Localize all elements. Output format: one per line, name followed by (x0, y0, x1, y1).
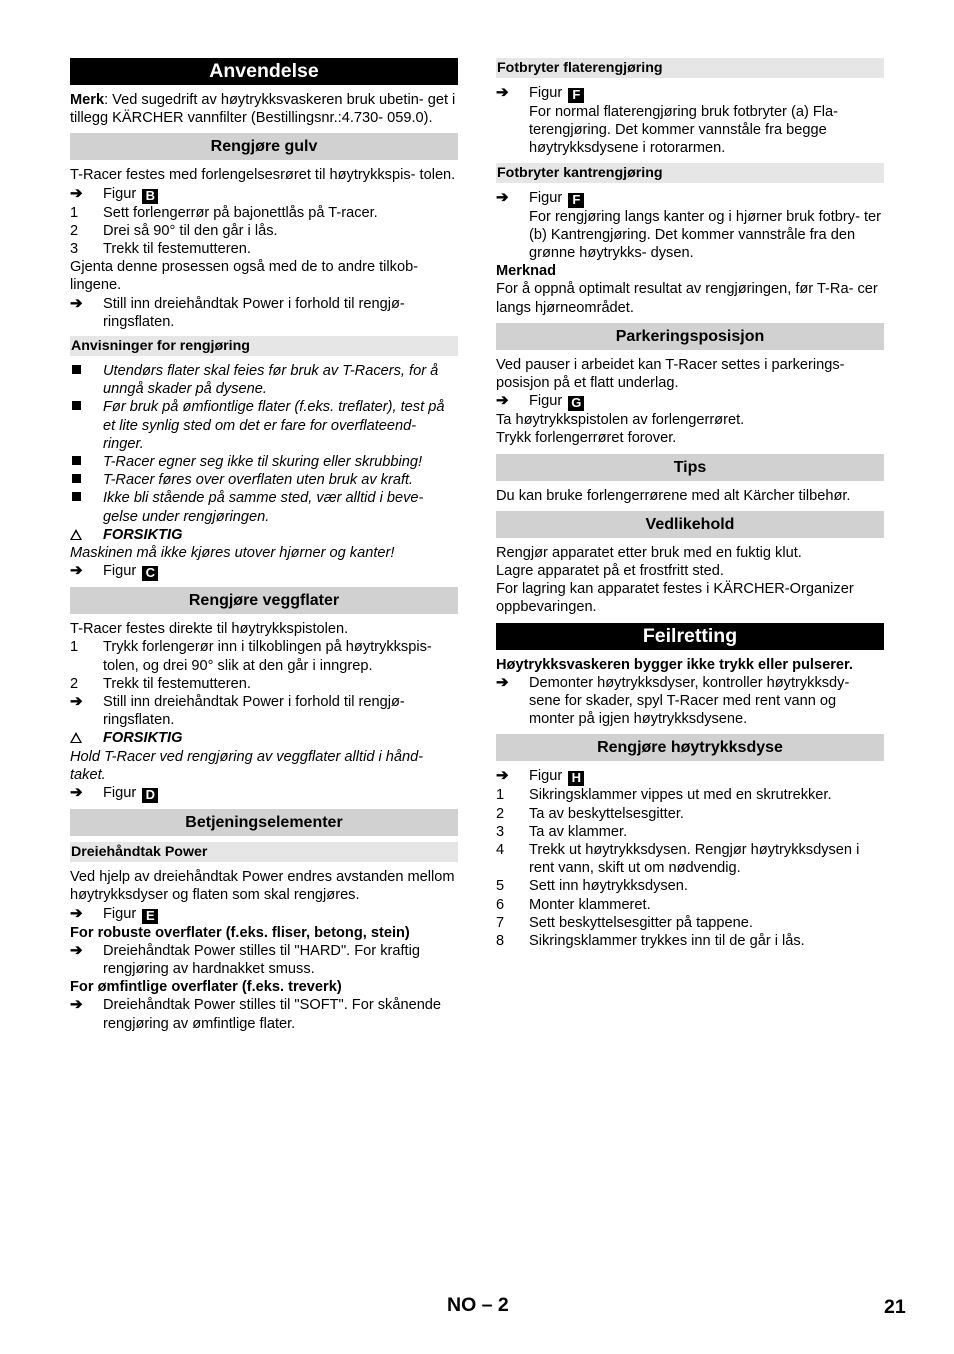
arrow-icon: ➔ (70, 784, 83, 802)
dyse-step (496, 805, 884, 823)
tips-text: Du kan bruke forlengerrørene med alt Kärcher tilbehør. (496, 487, 851, 504)
vegg-intro: T-Racer festes direkte til høytrykkspistolen. (70, 621, 349, 638)
step-number: 5 (496, 878, 505, 895)
step-text: Monter klammeret. (529, 896, 651, 913)
arrow-icon: ➔ (70, 904, 83, 922)
anvisning-item (70, 362, 458, 398)
merk-text: : Ved sugedrift av høytrykksvaskeren bruk ubetin- get i tillegg KÄRCHER vannfilter (Bestillingsnr.:4.730- 059.0). (70, 92, 456, 127)
step-text: Sikringsklammer vippes ut med en skrutrekker. (529, 787, 832, 804)
forsiktig-1-text: Maskinen må ikke kjøres utover hjørner og kanter! (70, 545, 395, 562)
merknad-text: For å oppnå optimalt resultat av rengjøringen, før T-Ra- cer langs hjørneområdet. (496, 281, 878, 316)
figure-label: Figur (529, 768, 563, 785)
heading-rengjore-veggflater: Rengjøre veggflater (70, 587, 458, 614)
vegg-step-2: 2 Trekk til festemutteren. (70, 675, 458, 693)
step-number: 1 (496, 787, 505, 804)
left-column (70, 58, 458, 1033)
merk-label: Merk (70, 92, 105, 108)
omfintlige-text: Dreiehåndtak Power stilles til "SOFT". For skånende rengjøring av ømfintlige flater. (103, 997, 442, 1032)
figure-ref-b (70, 185, 458, 204)
parkering-line-1: Ta høytrykkspistolen av forlengerrøret. (496, 412, 745, 429)
figure-letter-d: D (142, 788, 158, 803)
arrow-icon: ➔ (70, 294, 83, 312)
step-number: 2 (496, 805, 505, 822)
step-text: Drei så 90° til den går i lås. (103, 222, 278, 239)
gulv-steps-list (70, 204, 458, 259)
figure-letter-h: H (568, 771, 584, 786)
arrow-icon: ➔ (496, 84, 509, 101)
figure-letter-c: C (142, 566, 158, 581)
step-number: 8 (496, 933, 505, 950)
arrow-icon: ➔ (496, 767, 509, 785)
robuste-title: For robuste overflater (f.eks. fliser, betong, stein) (70, 924, 410, 941)
feil-text: Demonter høytrykksdyser, kontroller høytrykksdy- sene for skader, spyl T-Racer med rent vann og monter på igjen høytrykksdysene. (529, 674, 850, 728)
figure-letter-g: G (568, 396, 584, 411)
figure-ref-f-2 (496, 189, 884, 208)
robuste-item (70, 942, 458, 978)
step-number: 7 (496, 914, 505, 931)
arrow-icon: ➔ (70, 562, 83, 580)
step-number: 1 (70, 204, 79, 221)
step-text: Ta av klammer. (529, 823, 628, 840)
dyse-step (496, 877, 884, 895)
gulv-intro: T-Racer festes med forlengelsesrøret til høytrykkspis- tolen. (70, 167, 456, 184)
flate-text: For normal flaterengjøring bruk fotbryter (a) Fla- terengjøring. Det kommer vannståle fra begge høytrykksdysene i rotorarmen. (529, 104, 838, 157)
gulv-step (70, 240, 458, 258)
flate-item (496, 103, 884, 158)
figure-label: Figur (529, 189, 563, 206)
forsiktig-label: FORSIKTIG (103, 526, 183, 543)
step-text: Sett inn høytrykksdysen. (529, 878, 688, 895)
gulv-repeat: Gjenta denne prosessen også med de to andre tilkob- lingene. (70, 259, 419, 294)
figure-label: Figur (529, 85, 563, 101)
figure-ref-f-1 (496, 84, 884, 103)
dyse-step (496, 786, 884, 804)
anvisning-item (70, 398, 458, 453)
anvisning-text: Ikke bli stående på samme sted, vær alltid i beve- gelse under rengjøringen. (103, 490, 424, 525)
omfintlige-item (70, 996, 458, 1032)
figure-label: Figur (529, 393, 563, 410)
step-number: 6 (496, 896, 505, 913)
forsiktig-1 (70, 526, 458, 544)
dyse-steps-list (496, 786, 884, 950)
warning-icon (70, 526, 103, 544)
merk-paragraph (70, 91, 458, 127)
figure-ref-h (496, 767, 884, 786)
vegg-step-2-text: Trekk til festemutteren. (103, 675, 251, 692)
bullet-square-icon (70, 453, 103, 471)
heading-tips: Tips (496, 454, 884, 481)
figure-letter-f: F (568, 193, 584, 208)
step-text: Trekk ut høytrykksdysen. Rengjør høytrykksdysen i rent vann, skift ut om nødvendig. (529, 842, 860, 877)
step-number: 3 (70, 241, 79, 258)
anvisning-text: Før bruk på ømfiontlige flater (f.eks. treflater), test på et lite synlig sted om det er fare for overflateend- ringer. (103, 399, 445, 452)
figure-letter-f: F (568, 88, 584, 103)
heading-rengjore-gulv: Rengjøre gulv (70, 133, 458, 160)
figure-letter-b: B (142, 189, 158, 204)
heading-rengjore-hoytrykksdyse: Rengjøre høytrykksdyse (496, 734, 884, 761)
figure-letter-e: E (142, 909, 158, 924)
forsiktig-2 (70, 729, 458, 747)
vedlikehold-line-3: For lagring kan apparatet festes i KÄRCHER-Organizer oppbevaringen. (496, 581, 854, 616)
parkering-text: Ved pauser i arbeidet kan T-Racer settes i parkerings- posisjon på et flatt underlag. (496, 356, 845, 392)
heading-fotbryter-flate: Fotbryter flaterengjøring (496, 58, 884, 78)
parkering-line-2: Trykk forlengerrøret forover. (496, 430, 677, 447)
anvisning-item (70, 489, 458, 525)
heading-parkeringsposisjon: Parkeringsposisjon (496, 323, 884, 350)
arrow-icon: ➔ (496, 673, 509, 691)
figure-label: Figur (103, 905, 137, 922)
arrow-icon: ➔ (70, 693, 83, 711)
heading-betjeningselementer: Betjeningselementer (70, 809, 458, 836)
dyse-step (496, 896, 884, 914)
step-text: Ta av beskyttelsesgitter. (529, 805, 684, 822)
kant-text: For rengjøring langs kanter og i hjørner bruk fotbry- ter (b) Kantrengjøring. Det kommer vannstråle fra den grønne høytrykks- dysen. (529, 208, 882, 262)
robuste-text: Dreiehåndtak Power stilles til "HARD". For kraftig rengjøring av hardnakket smuss. (103, 942, 420, 977)
heading-vedlikehold: Vedlikehold (496, 511, 884, 538)
step-text: Sett beskyttelsesgitter på tappene. (529, 914, 753, 931)
anvisning-text: T-Racer føres over overflaten uten bruk av kraft. (103, 472, 414, 489)
figure-label: Figur (103, 785, 137, 802)
bullet-square-icon (70, 471, 103, 489)
step-text: Sett forlengerrør på bajonettlås på T-racer. (103, 204, 378, 221)
anvisning-text: Utendørs flater skal feies før bruk av T-Racers, for å unngå skader på dysene. (103, 363, 439, 398)
anvisning-text: T-Racer egner seg ikke til skuring eller skrubbing! (103, 454, 423, 471)
step-number: 2 (70, 222, 79, 239)
forsiktig-2-text: Hold T-Racer ved rengjøring av veggflater alltid i hånd- taket. (70, 748, 424, 783)
heading-anvisninger: Anvisninger for rengjøring (70, 336, 458, 356)
vegg-step-1-text: Trykk forlengerør inn i tilkoblingen på høytrykkspis- tolen, og drei 90° slik at den går i inngrep. (103, 639, 432, 674)
dyse-step (496, 823, 884, 841)
anvisning-item (70, 453, 458, 471)
bullet-square-icon (70, 398, 103, 453)
gulv-step (70, 222, 458, 240)
section-title-anvendelse: Anvendelse (70, 58, 458, 85)
anvisning-item (70, 471, 458, 489)
step-text: Trekk til festemutteren. (103, 241, 251, 258)
vedlikehold-line-2: Lagre apparatet på et frostfritt sted. (496, 563, 724, 580)
arrow-icon: ➔ (496, 392, 509, 410)
figure-ref-c (70, 562, 458, 581)
kant-item (496, 208, 884, 263)
forsiktig-label: FORSIKTIG (103, 730, 183, 747)
figure-ref-e (70, 905, 458, 924)
section-title-feilretting: Feilretting (496, 623, 884, 650)
bullet-square-icon (70, 489, 103, 525)
gulv-step (70, 204, 458, 222)
vedlikehold-line-1: Rengjør apparatet etter bruk med en fuktig klut. (496, 544, 802, 561)
figure-label: Figur (103, 563, 137, 580)
anvisninger-list (70, 362, 458, 526)
bullet-square-icon (70, 362, 103, 398)
right-column (496, 58, 884, 950)
footer-section-label: NO – 2 (447, 1294, 509, 1316)
gulv-still-item (70, 295, 458, 331)
step-number: 4 (496, 842, 505, 859)
figure-ref-g (496, 392, 884, 411)
vegg-step-1: 1 Trykk forlengerør inn i tilkoblingen på høytrykkspis- tolen, og drei 90° slik at den går i inngrep. (70, 638, 458, 674)
arrow-icon: ➔ (496, 188, 509, 206)
dyse-step (496, 932, 884, 950)
warning-icon (70, 729, 103, 747)
feil-item (496, 674, 884, 729)
arrow-icon: ➔ (70, 996, 83, 1014)
figure-label: Figur (103, 185, 137, 202)
omfintlige-title: For ømfintlige overflater (f.eks. treverk) (70, 979, 342, 996)
merknad-label: Merknad (496, 263, 557, 280)
vegg-still-text: Still inn dreiehåndtak Power i forhold til rengjø- ringsflaten. (103, 694, 405, 729)
feil-subtitle: Høytrykksvaskeren bygger ikke trykk eller pulserer. (496, 656, 853, 673)
step-text: Sikringsklammer trykkes inn til de går i lås. (529, 933, 805, 950)
heading-dreiehandtak: Dreiehåndtak Power (70, 842, 458, 862)
page-number: 21 (884, 1296, 906, 1318)
dreie-intro: Ved hjelp av dreiehåndtak Power endres avstanden mellom høytrykksdyser og flaten som skal rengjøres. (70, 869, 455, 904)
dyse-step (496, 914, 884, 932)
arrow-icon: ➔ (70, 184, 83, 202)
vegg-still-item (70, 693, 458, 729)
dyse-step (496, 841, 884, 877)
heading-fotbryter-kant: Fotbryter kantrengjøring (496, 163, 884, 183)
gulv-still-text: Still inn dreiehåndtak Power i forhold til rengjø- ringsflaten. (103, 295, 405, 330)
arrow-icon: ➔ (70, 941, 83, 959)
figure-ref-d (70, 784, 458, 803)
step-number: 3 (496, 823, 505, 840)
